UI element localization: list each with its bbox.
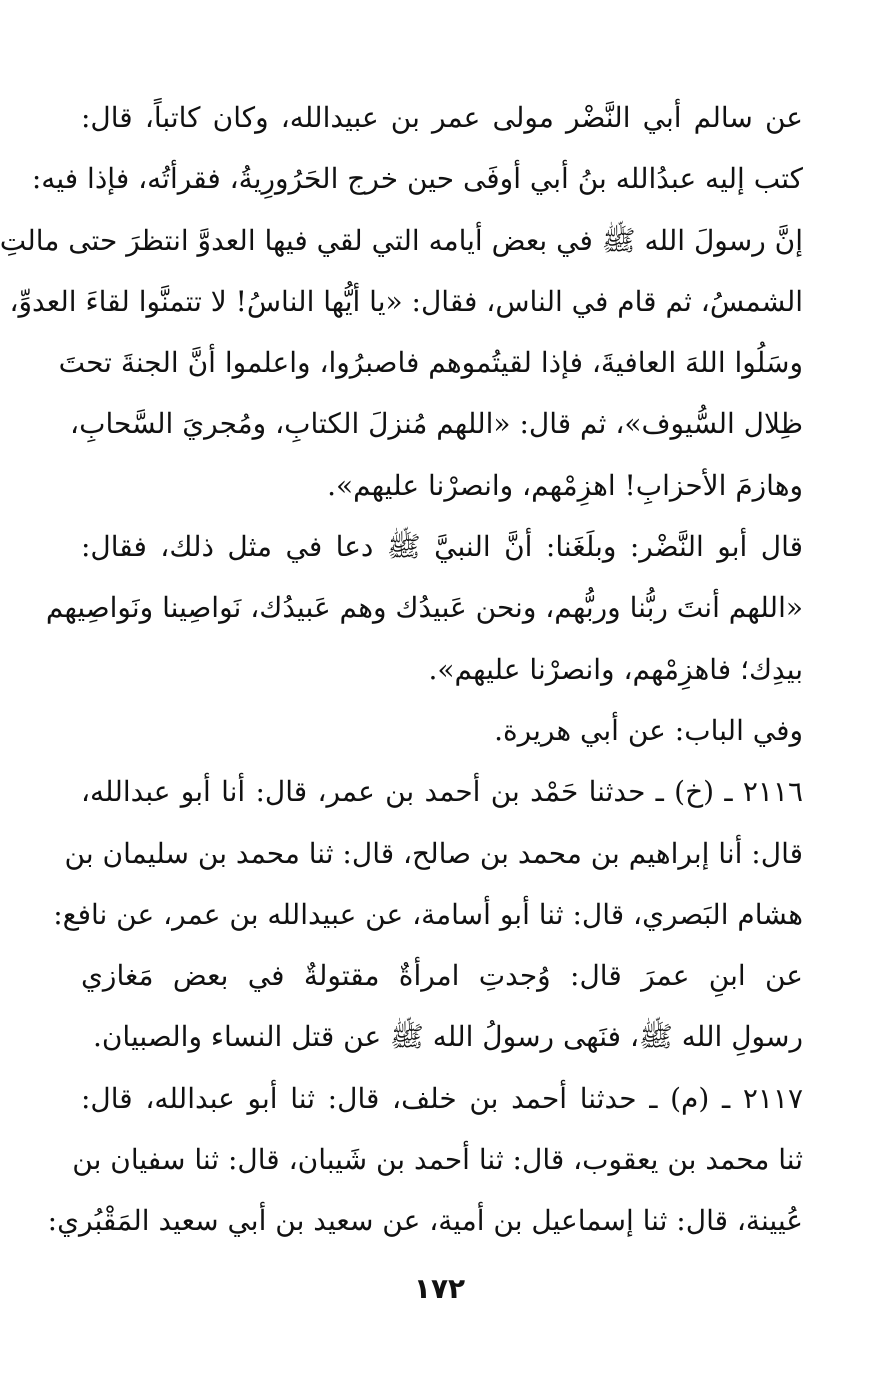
text-line: ٢١١٦ ـ (خ) ـ حدثنا حَمْد بن أحمد بن عمر، قال: أنا أبو عبدالله، xyxy=(81,775,803,809)
text-line: ظِلال السُّيوف»، ثم قال: «اللهم مُنزلَ الكتابِ، ومُجريَ السَّحابِ، xyxy=(70,407,803,441)
text-line: الشمسُ، ثم قام في الناس، فقال: «يا أيُّها الناسُ! لا تتمنَّوا لقاءَ العدوِّ، xyxy=(9,284,803,318)
text-line: وفي الباب: عن أبي هريرة. xyxy=(494,713,803,747)
text-line: بيدِك؛ فاهزِمْهم، وانصرْنا عليهم». xyxy=(428,652,803,686)
text-line: كتب إليه عبدُالله بنُ أبي أوفَى حين خرج الحَرُورِيةُ، فقرأتُه، فإذا فيه: xyxy=(31,162,803,196)
text-line: عن ابنِ عمرَ قال: وُجدتِ امرأةٌ مقتولةٌ في بعض مَغازي xyxy=(81,959,804,993)
text-line: وسَلُوا اللهَ العافيةَ، فإذا لقيتُموهم فاصبرُوا، واعلموا أنَّ الجنةَ تحتَ xyxy=(58,346,803,380)
page-text xyxy=(0,87,804,1252)
text-line: «اللهم أنتَ ربُّنا وربُّهم، ونحن عَبيدُك وهم عَبيدُك، نَواصِينا ونَواصِيهم xyxy=(45,591,803,625)
text-line: ثنا محمد بن يعقوب، قال: ثنا أحمد بن شَيبان، قال: ثنا سفيان بن xyxy=(72,1143,803,1177)
text-line: قال أبو النَّضْر: وبلَغَنا: أنَّ النبيَّ ﷺ دعا في مثل ذلك، فقال: xyxy=(81,530,803,564)
page-number: ١٧٢ xyxy=(413,1272,466,1305)
text-line: هشام البَصري، قال: ثنا أبو أسامة، عن عبيدالله بن عمر، عن نافع: xyxy=(53,897,803,931)
text-line: إنَّ رسولَ الله ﷺ في بعض أيامه التي لقي فيها العدوَّ انتظرَ حتى مالتِ xyxy=(0,223,803,257)
text-line: عن سالم أبي النَّضْر مولى عمر بن عبيدالله، وكان كاتباً، قال: xyxy=(81,101,804,134)
text-line: عُيينة، قال: ثنا إسماعيل بن أمية، عن سعيد بن أبي سعيد المَقْبُري: xyxy=(47,1204,803,1238)
text-line: وهازمَ الأحزابِ! اهزِمْهم، وانصرْنا عليهم». xyxy=(327,468,803,502)
text-line: رسولِ الله ﷺ، فنَهى رسولُ الله ﷺ عن قتل النساء والصبيان. xyxy=(92,1020,803,1054)
text-line: قال: أنا إبراهيم بن محمد بن صالح، قال: ثنا محمد بن سليمان بن xyxy=(64,836,803,870)
text-line: ٢١١٧ ـ (م) ـ حدثنا أحمد بن خلف، قال: ثنا أبو عبدالله، قال: xyxy=(81,1081,803,1115)
